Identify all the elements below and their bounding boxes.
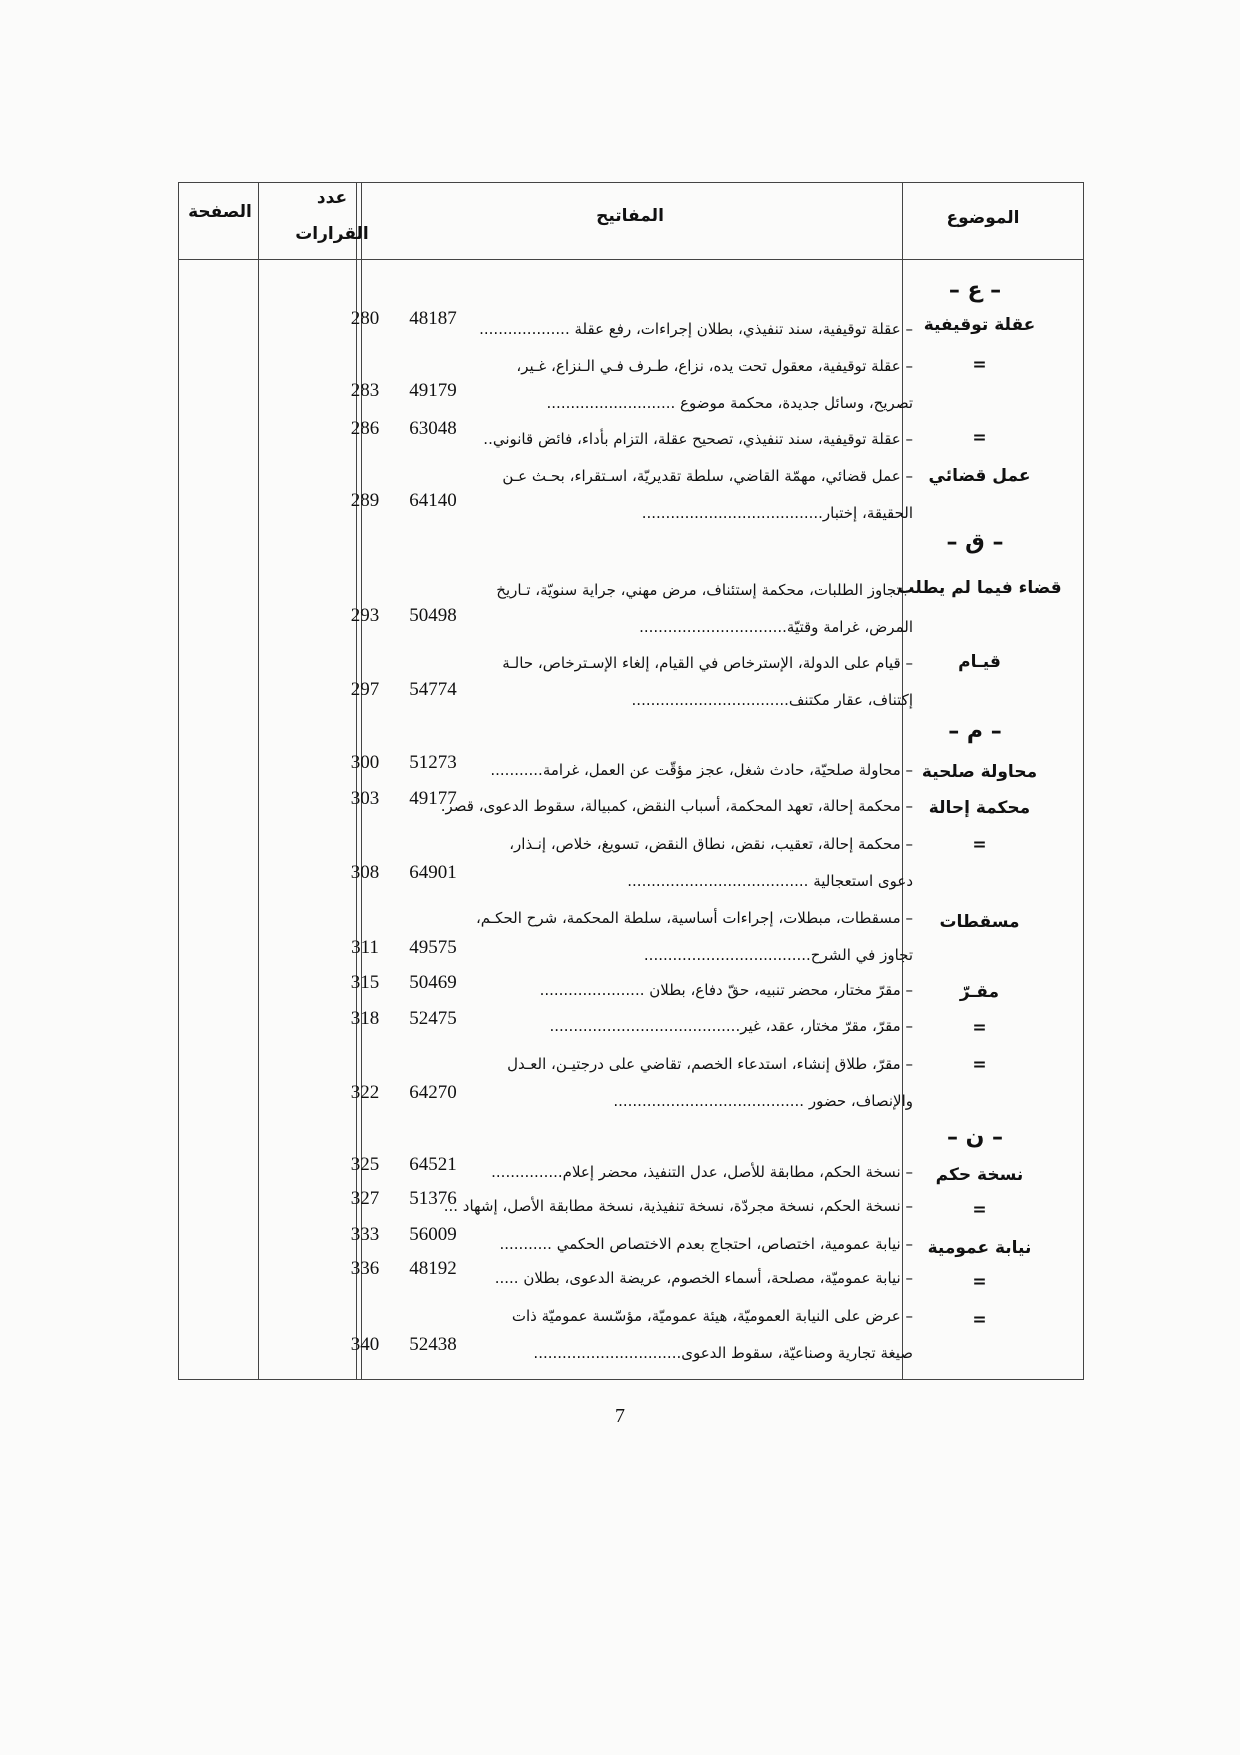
decision-number: 48192	[409, 1258, 457, 1279]
row-topic: قيـام	[958, 652, 1001, 672]
row-keywords	[413, 1008, 913, 1045]
keyword-line: – نيابة عموميّة، مصلحة، أسماء الخصوم، عريضة الدعوى، بطلان .....	[494, 1269, 913, 1287]
keyword-line: تصريح، وسائل جديدة، محكمة موضوع ...........................	[546, 394, 913, 412]
keyword-line: – عمل قضائي، مهمّة القاضي، سلطة تقديريّة، اسـتقراء، بحـث عـن	[502, 467, 913, 485]
row-topic: عمل قضائي	[928, 466, 1031, 486]
row-topic: =	[972, 1055, 987, 1075]
decision-number: 56009	[409, 1224, 457, 1245]
keyword-line: والإنصاف، حضور ........................................	[613, 1092, 913, 1110]
keyword-line: – عقلة توقيفية، سند تنفيذي، بطلان إجراءات، رفع عقلة ...................	[479, 320, 913, 338]
row-keywords	[413, 645, 913, 719]
page-number: 327	[350, 1188, 380, 1209]
keyword-line: – مقرّ، طلاق إنشاء، استدعاء الخصم، تقاضي على درجتيـن، العـدل	[507, 1055, 913, 1073]
page-number: 340	[350, 1334, 380, 1355]
header-keywords: المفاتيح	[596, 206, 664, 226]
row-topic: مسقطات	[939, 912, 1020, 932]
keyword-line: دعوى استعجالية ......................................	[627, 872, 913, 890]
page-number: 286	[350, 418, 380, 439]
row-topic: =	[972, 355, 987, 375]
row-topic: =	[972, 428, 987, 448]
keyword-line: الحقيقة، إختبار......................................	[641, 504, 913, 522]
keyword-line: صيغة تجارية وصناعيّة، سقوط الدعوى...............................	[533, 1344, 913, 1362]
row-topic: =	[972, 1018, 987, 1038]
decision-number: 49177	[409, 788, 457, 809]
page-number: 303	[350, 788, 380, 809]
column-divider	[258, 183, 259, 1379]
page-number: 336	[350, 1258, 380, 1279]
row-keywords	[413, 458, 913, 532]
row-keywords	[413, 752, 913, 789]
section-letter-mim: – م –	[948, 719, 1002, 744]
row-keywords	[413, 1260, 913, 1297]
decision-number: 64270	[409, 1082, 457, 1103]
decision-number: 49179	[409, 380, 457, 401]
decision-number: 54774	[409, 679, 457, 700]
page-number: 322	[350, 1082, 380, 1103]
decision-number: 50469	[409, 972, 457, 993]
header-topic: الموضوع	[946, 208, 1020, 228]
page-number: 300	[350, 752, 380, 773]
header-page: الصفحة	[188, 202, 252, 222]
page-number: 308	[350, 862, 380, 883]
row-keywords	[413, 1226, 913, 1263]
decision-number: 51376	[409, 1188, 457, 1209]
header-decision-count-line1: عدد	[316, 188, 348, 208]
row-topic: محاولة صلحية	[921, 762, 1038, 782]
page-number: 293	[350, 605, 380, 626]
keyword-line: تجاوز في الشرح...................................	[643, 946, 913, 964]
row-keywords	[413, 1154, 913, 1191]
header-divider	[179, 259, 1083, 260]
page-number: 280	[350, 308, 380, 329]
row-topic: قضاء فيما لم يطلب	[897, 578, 1062, 598]
row-topic: عقلة توقيفية	[923, 315, 1036, 335]
page-number: 297	[350, 679, 380, 700]
row-topic: مقـرّ	[959, 982, 1000, 1002]
decision-number: 64901	[409, 862, 457, 883]
row-keywords	[413, 421, 913, 458]
page-number: 325	[350, 1154, 380, 1175]
decision-number: 63048	[409, 418, 457, 439]
keyword-line: – محاولة صلحيّة، حادث شغل، عجز مؤقّت عن العمل، غرامة...........	[490, 761, 913, 779]
keyword-line: – مقرّ، مقرّ مختار، عقد، غير........................................	[549, 1017, 913, 1035]
row-keywords	[413, 972, 913, 1009]
header-decision-count-line2: القرارات	[295, 224, 369, 244]
page-number: 333	[350, 1224, 380, 1245]
row-keywords	[413, 311, 913, 348]
decision-number: 50498	[409, 605, 457, 626]
keyword-line: – عقلة توقيفية، سند تنفيذي، تصحيح عقلة، التزام بأداء، فائض قانوني..	[483, 430, 913, 448]
keyword-line: المرض، غرامة وقتيّة...............................	[639, 618, 913, 636]
decision-number: 51273	[409, 752, 457, 773]
page-number: 289	[350, 490, 380, 511]
keyword-line: – محكمة إحالة، تعهد المحكمة، أسباب النقض، كمبيالة، سقوط الدعوى، قصر.	[440, 797, 913, 815]
keyword-line: – عقلة توقيفية، معقول تحت يده، نزاع، طـرف فـي الـنزاع، غـير،	[516, 357, 913, 375]
section-letter-qaf: – ق –	[946, 530, 1004, 555]
row-keywords	[413, 826, 913, 900]
decision-number: 52475	[409, 1008, 457, 1029]
page-number: 311	[351, 937, 379, 958]
page-number: 315	[350, 972, 380, 993]
keyword-line: – مسقطات، مبطلات، إجراءات أساسية، سلطة المحكمة، شرح الحكـم،	[475, 909, 913, 927]
row-topic: =	[972, 835, 987, 855]
footer-page-number: 7	[615, 1405, 625, 1427]
row-topic: =	[972, 1310, 987, 1330]
row-topic: محكمة إحالة	[928, 798, 1031, 818]
decision-number: 49575	[409, 937, 457, 958]
page-number: 318	[350, 1008, 380, 1029]
keyword-line: – مقرّ مختار، محضر تنبيه، حقّ دفاع، بطلان ......................	[539, 981, 913, 999]
keyword-line: – نسخة الحكم، نسخة مجردّة، نسخة تنفيذية، نسخة مطابقة الأصل، إشهاد ...	[443, 1197, 913, 1215]
keyword-line: إكتناف، عقار مكتنف.................................	[631, 691, 913, 709]
keyword-line: – نيابة عمومية، اختصاص، احتجاج بعدم الاختصاص الحكمي ...........	[499, 1235, 913, 1253]
row-keywords	[413, 1298, 913, 1372]
row-topic: =	[972, 1200, 987, 1220]
keyword-line: – تجاوز الطلبات، محكمة إستئناف، مرض مهني، جراية سنويّة، تـاريخ	[496, 581, 913, 599]
decision-number: 48187	[409, 308, 457, 329]
keyword-line: – نسخة الحكم، مطابقة للأصل، عدل التنفيذ، محضر إعلام...............	[491, 1163, 913, 1181]
decision-number: 64521	[409, 1154, 457, 1175]
decision-number: 64140	[409, 490, 457, 511]
section-letter-nun: – ن –	[946, 1125, 1004, 1150]
row-topic: نيابة عمومية	[927, 1238, 1032, 1258]
page-number: 283	[350, 380, 380, 401]
keyword-line: – قيام على الدولة، الإسترخاص في القيام، إلغاء الإسـترخاص، حالـة	[502, 654, 913, 672]
section-letter-ain: – ع –	[948, 278, 1002, 303]
row-keywords	[413, 900, 913, 974]
row-keywords	[413, 348, 913, 422]
keyword-line: – عرض على النيابة العموميّة، هيئة عموميّة، مؤسّسة عموميّة ذات	[511, 1307, 913, 1325]
row-keywords	[413, 788, 913, 825]
row-topic: =	[972, 1272, 987, 1292]
row-keywords	[413, 572, 913, 646]
keyword-line: – محكمة إحالة، تعقيب، نقض، نطاق النقض، تسويغ، خلاص، إنـذار،	[509, 835, 913, 853]
row-topic: نسخة حكم	[935, 1165, 1024, 1185]
row-keywords	[413, 1046, 913, 1120]
decision-number: 52438	[409, 1334, 457, 1355]
row-keywords	[413, 1188, 913, 1225]
